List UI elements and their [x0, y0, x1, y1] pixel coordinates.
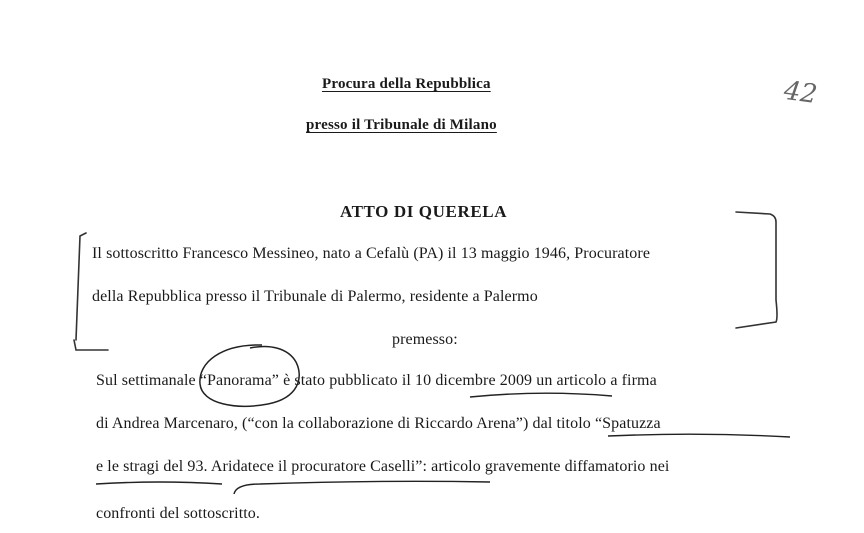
body-line-1: Il sottoscritto Francesco Messineo, nato a Cefalù (PA) il 13 maggio 1946, Procuratore — [92, 245, 651, 262]
handwritten-page-number: 42 — [782, 75, 820, 111]
left-bracket-mark — [74, 233, 108, 350]
header-court-line: presso il Tribunale di Milano — [306, 117, 497, 133]
title-underline-mark-1 — [608, 434, 790, 437]
date-underline-mark — [470, 393, 612, 397]
body-line-2: della Repubblica presso il Tribunale di Palermo, residente a Palermo — [92, 288, 538, 305]
body-line-3: Sul settimanale “Panorama” è stato pubblicato il 10 dicembre 2009 un articolo a firma — [96, 372, 657, 389]
premise-label: premesso: — [392, 331, 458, 348]
body-line-4: di Andrea Marcenaro, (“con la collaborazione di Riccardo Arena”) dal titolo “Spatuzza — [96, 415, 661, 432]
document-title: ATTO DI QUERELA — [340, 202, 508, 221]
title-underline-mark-2 — [96, 482, 222, 484]
panorama-circle-mark — [200, 345, 299, 406]
right-bracket-mark — [736, 212, 777, 328]
body-line-5: e le stragi del 93. Aridatece il procuratore Caselli”: articolo gravemente diffamatorio nei — [96, 458, 670, 475]
header-office-line: Procura della Repubblica — [322, 76, 491, 92]
body-line-6: confronti del sottoscritto. — [96, 505, 261, 522]
title-underline-mark-3 — [234, 481, 490, 494]
